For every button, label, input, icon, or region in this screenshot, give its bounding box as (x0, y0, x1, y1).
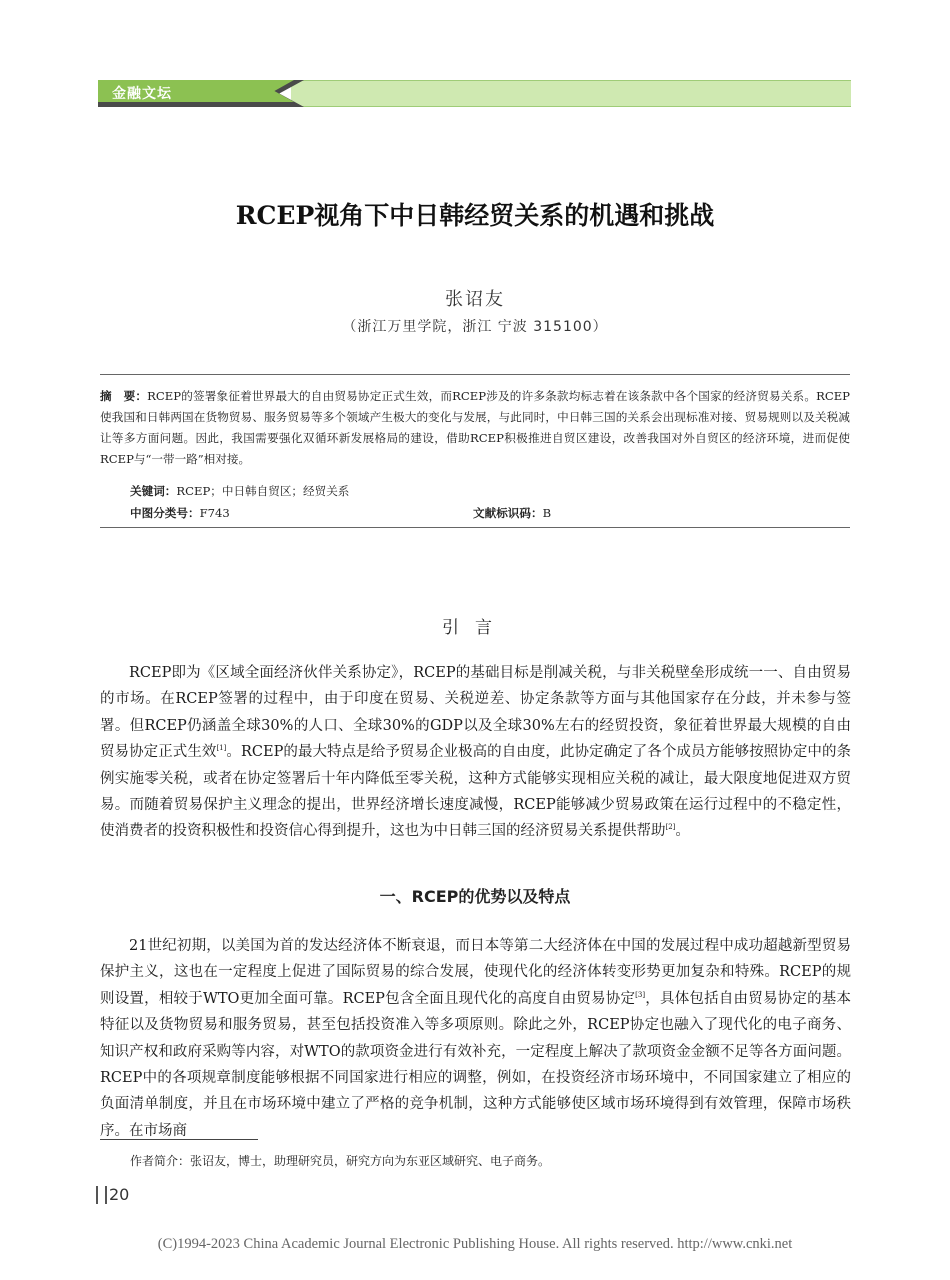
clc-number (130, 505, 230, 521)
intro-text-part1: RCEP即为《区域全面经济伙伴关系协定》，RCEP的基础目标是削减关税，与非关税壁垒形成统一一、自由贸易的市场。在RCEP签署的过程中，由于印度在贸易、关税逆差、协定条款等方面与其他国家存在分歧，并未参与签署。但RCEP仍涵盖全球30%的人口、全球30%的GDP以及全球30%左右的经贸投资，象征着世界最大规模的自由贸易协定正式生效 (100, 665, 851, 761)
abstract-rule-bottom (100, 527, 850, 528)
section-1-text-part1: 21世纪初期，以美国为首的发达经济体不断衰退，而日本等第二大经济体在中国的发展过程中成功超越新型贸易保护主义，这也在一定程度上促进了国际贸易的综合发展，使现代化的经济体转变形势更加复杂和特殊。RCEP的规则设置，相较于WTO更加全面可靠。RCEP包含全面且现代化的高度自由贸易协定 (100, 938, 851, 1007)
keywords-label: 关键词： (130, 484, 177, 498)
section-1-heading: 一、RCEP的优势以及特点 (379, 887, 571, 906)
copyright-notice: (C)1994-2023 China Academic Journal Electronic Publishing House. All rights reserved. http://www.cnki.net (157, 1236, 793, 1252)
clc-label: 中图分类号： (130, 506, 200, 520)
document-code-label: 文献标识码： (473, 506, 543, 520)
keywords (130, 483, 349, 499)
abstract-rule-top (100, 374, 850, 375)
document-code-value: B (542, 506, 552, 520)
clc-value: F743 (199, 506, 230, 520)
intro-heading: 引言 (442, 618, 508, 638)
header-band-bar (291, 80, 851, 107)
page-number-mark (96, 1186, 107, 1204)
abstract-label: 摘 要： (100, 389, 148, 403)
abstract (100, 386, 850, 470)
keywords-value: RCEP；中日韩自贸区；经贸关系 (176, 484, 350, 498)
citation-1: [1] (216, 744, 227, 753)
author-footnote: 作者简介：张诏友，博士，助理研究员，研究方向为东亚区域研究、电子商务。 (130, 1154, 551, 1168)
intro-paragraph (100, 660, 851, 845)
citation-3: [3] (635, 990, 646, 999)
citation-2: [2] (665, 823, 676, 832)
section-1-paragraph (100, 933, 851, 1144)
article-author: 张诏友 (445, 289, 505, 310)
article-title: RCEP视角下中日韩经贸关系的机遇和挑战 (235, 201, 715, 230)
abstract-text: RCEP的签署象征着世界最大的自由贸易协定正式生效，而RCEP涉及的许多条款均标志着在该条款中各个国家的经济贸易关系。RCEP使我国和日韩两国在货物贸易、服务贸易等多个领域产生极大的变化与发展，与此同时，中日韩三国的关系会出现标准对接、贸易规则以及关税减让等多方面问题。因此，我国需要强化双循环新发展格局的建设，借助RCEP积极推进自贸区建设，改善我国对外自贸区的经济环境，进而促使RCEP与“一带一路”相对接。 (100, 389, 850, 466)
intro-text-part3: 。 (675, 823, 690, 840)
document-code (473, 505, 551, 521)
section-header-band (98, 80, 851, 107)
page-number: 20 (109, 1185, 130, 1204)
author-affiliation: （浙江万里学院，浙江 宁波 315100） (342, 319, 608, 335)
section-label: 金融文坛 (112, 86, 172, 102)
section-1-text-part2: ，具体包括自由贸易协定的基本特征以及货物贸易和服务贸易，甚至包括投资准入等多项原则。除此之外，RCEP协定也融入了现代化的电子商务、知识产权和政府采购等内容，对WTO的款项资金进行有效补充，一定程度上解决了款项资金金额不足等各方面问题。RCEP中的各项规章制度能够根据不同国家进行相应的调整，例如，在投资经济市场环境中，不同国家建立了相应的负面清单制度，并且在市场环境中建立了严格的竞争机制，这种方式能够使区域市场环境得到有效管理，保障市场秩序。在市场商 (100, 990, 851, 1139)
footnote-rule (100, 1139, 258, 1140)
intro-text-part2: 。RCEP的最大特点是给予贸易企业极高的自由度，此协定确定了各个成员方能够按照协定中的条例实施零关税，或者在协定签署后十年内降低至零关税，这种方式能够实现相应关税的减让，最大限度地促进双方贸易。而随着贸易保护主义理念的提出，世界经济增长速度减慢，RCEP能够减少贸易政策在运行过程中的不稳定性，使消费者的投资积极性和投资信心得到提升，这也为中日韩三国的经济贸易关系提供帮助 (100, 744, 851, 840)
